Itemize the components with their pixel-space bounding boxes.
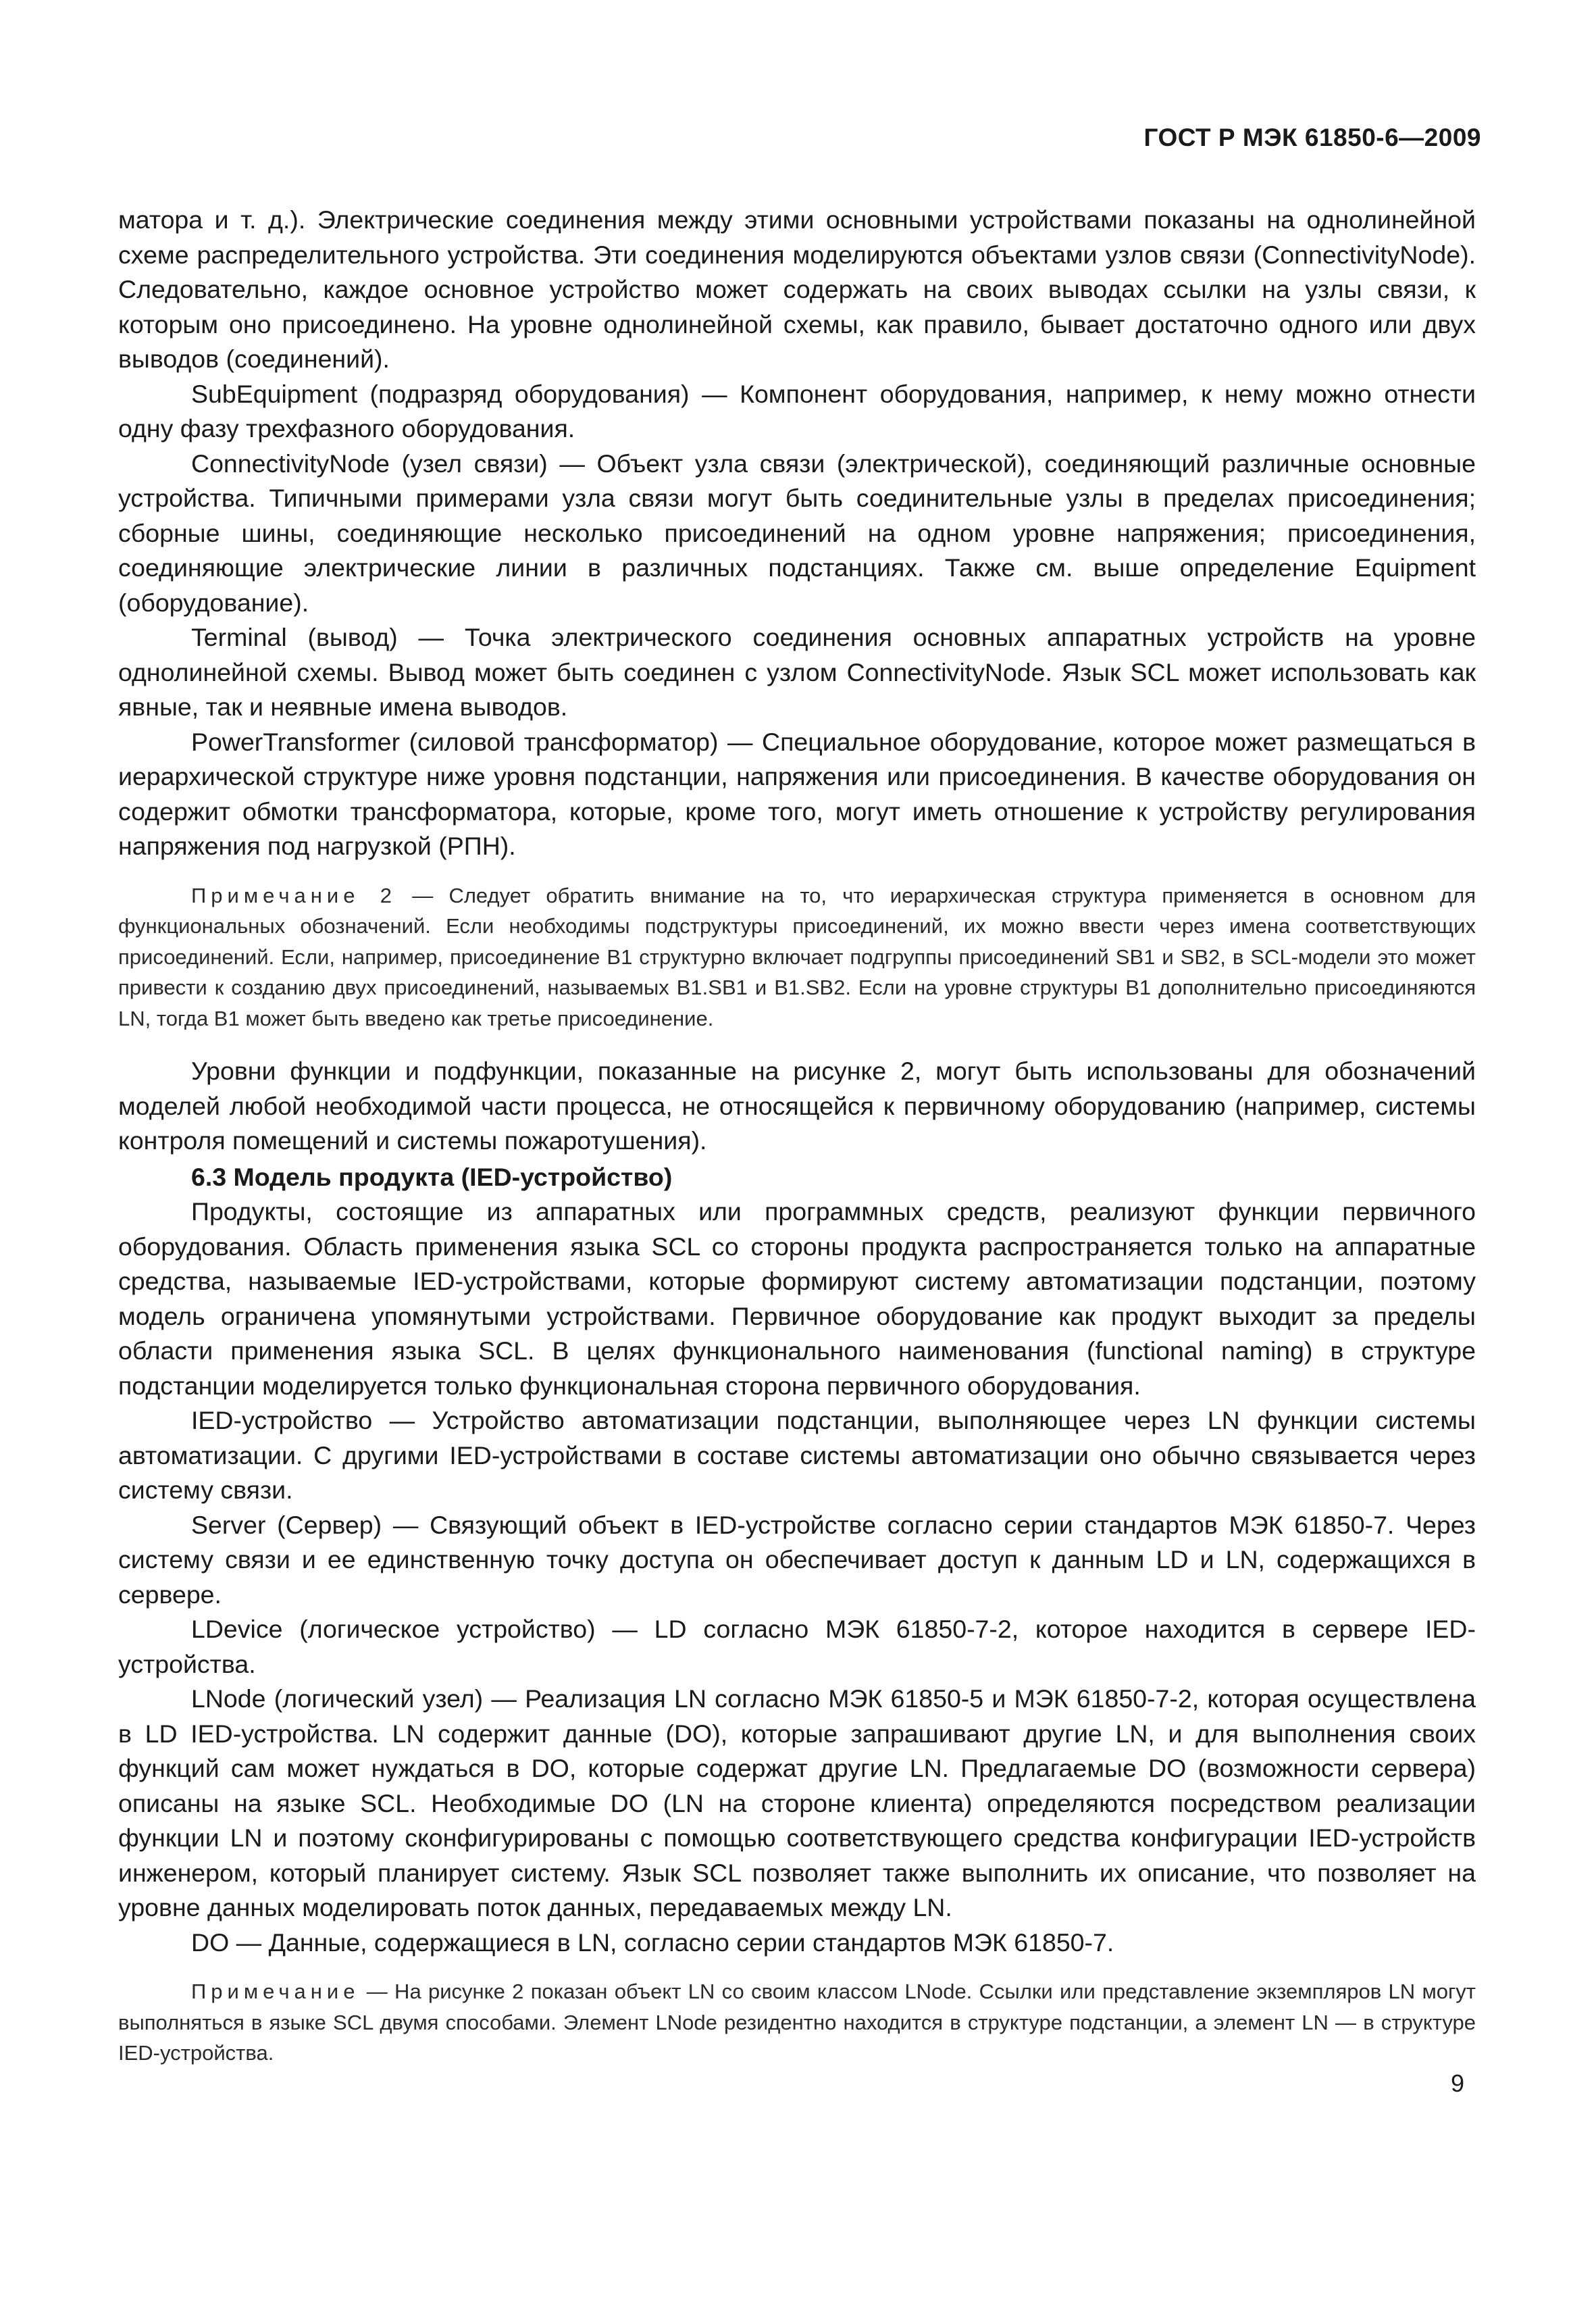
note-2 <box>118 880 1476 1034</box>
body-paragraph: ConnectivityNode (узел связи) — Объект узла связи (электрической), соединяющий различные основные устройства. Типичными примерами узла связи могут быть соединительные узлы в пределах присоединения; сборные шины, соединяющие несколько присоединений на одном уровне напряжения; присоединения, соединяющие электрические линии в различных подстанциях. Также см. выше определение Equipment (оборудование). <box>118 449 1476 617</box>
note-label: Примечание <box>191 1980 360 2003</box>
body-paragraph: матора и т. д.). Электрические соединения между этими основными устройствами показаны на однолинейной схеме распределительного устройства. Эти соединения моделируются объектами узлов связи (ConnectivityNode). Следовательно, каждое основное устройство может содержать на своих выводах ссылки на узлы связи, к которым оно присоединено. На уровне однолинейной схемы, как правило, бывает достаточно одного или двух выводов (соединений). <box>118 205 1476 373</box>
body-paragraph: Server (Сервер) — Связующий объект в IED-устройстве согласно серии стандартов МЭК 61850-7. Через систему связи и ее единственную точку доступа он обеспечивает доступ к данным LD и LN, содержащихся в сервере. <box>118 1510 1476 1609</box>
page-content <box>118 203 1476 2089</box>
section-heading: 6.3 Модель продукта (IED-устройство) <box>191 1162 673 1191</box>
body-paragraph: Продукты, состоящие из аппаратных или программных средств, реализуют функции первичного оборудования. Область применения языка SCL со стороны продукта распространяется только на аппаратные средства, называемые IED-устройствами, которые формируют систему автоматизации подстанции, поэтому модель ограничена упомянутыми устройствами. Первичное оборудование как продукт выходит за пределы области применения языка SCL. В целях функционального наименования (functional naming) в структуре подстанции моделируется только функциональная сторона первичного оборудования. <box>118 1197 1476 1400</box>
body-paragraph: SubEquipment (подразряд оборудования) — Компонент оборудования, например, к нему можно отнести одну фазу трехфазного оборудования. <box>118 379 1476 443</box>
note-text: — На рисунке 2 показан объект LN со своим классом LNode. Ссылки или представление экземпляров LN могут выполняться в языке SCL двумя способами. Элемент LNode резидентно находится в структуре подстанции, а элемент LN — в структуре IED-устройства. <box>118 1980 1476 2065</box>
body-paragraph: PowerTransformer (силовой трансформатор) — Специальное оборудование, которое может размещаться в иерархической структуре ниже уровня подстанции, напряжения или присоединения. В качестве оборудования он содержит обмотки трансформатора, которые, кроме того, могут иметь отношение к устройству регулирования напряжения под нагрузкой (РПН). <box>118 727 1476 860</box>
body-paragraph: Уровни функции и подфункции, показанные на рисунке 2, могут быть использованы для обозначений моделей любой необходимой части процесса, не относящейся к первичному оборудованию (например, системы контроля помещений и системы пожаротушения). <box>118 1057 1476 1155</box>
note-label: Примечание 2 <box>191 883 396 907</box>
body-paragraph: IED-устройство — Устройство автоматизации подстанции, выполняющее через LN функции системы автоматизации. С другими IED-устройствами в составе системы автоматизации оно обычно связывается через систему связи. <box>118 1406 1476 1504</box>
page-number: 9 <box>1450 2069 1464 2097</box>
body-paragraph: LDevice (логическое устройство) — LD согласно МЭК 61850-7-2, которое находится в сервере IED-устройства. <box>118 1615 1476 1678</box>
document-standard-header: ГОСТ Р МЭК 61850-6—2009 <box>1143 124 1481 151</box>
note-text: — Следует обратить внимание на то, что иерархическая структура применяется в основном для функциональных обозначений. Если необходимы подструктуры присоединений, их можно ввести через имена соответствующих присоединений. Если, например, присоединение B1 структурно включает подгруппы присоединений SB1 и SB2, в SCL-модели это может привести к созданию двух присоединений, называемых B1.SB1 и B1.SB2. Если на уровне структуры B1 дополнительно присоединяются LN, тогда B1 может быть введено как третье присоединение. <box>118 883 1476 1030</box>
note-3 <box>118 1976 1476 2069</box>
body-paragraph: DO — Данные, содержащиеся в LN, согласно серии стандартов МЭК 61850-7. <box>191 1928 1114 1957</box>
body-paragraph: LNode (логический узел) — Реализация LN согласно МЭК 61850-5 и МЭК 61850-7-2, которая осуществлена в LD IED-устройства. LN содержит данные (DO), которые запрашивают другие LN, и для выполнения своих функций сам может нуждаться в DO, которые содержат другие LN. Предлагаемые DO (возможности сервера) описаны на языке SCL. Необходимые DO (LN на стороне клиента) определяются посредством реализации функции LN и поэтому сконфигурированы с помощью соответствующего средства конфигурации IED-устройств инженером, который планирует систему. Язык SCL позволяет также выполнить их описание, что позволяет на уровне данных моделировать поток данных, передаваемых между LN. <box>118 1684 1476 1921</box>
body-paragraph: Terminal (вывод) — Точка электрического соединения основных аппаратных устройств на уровне однолинейной схемы. Вывод может быть соединен с узлом ConnectivityNode. Язык SCL может использовать как явные, так и неявные имена выводов. <box>118 623 1476 721</box>
